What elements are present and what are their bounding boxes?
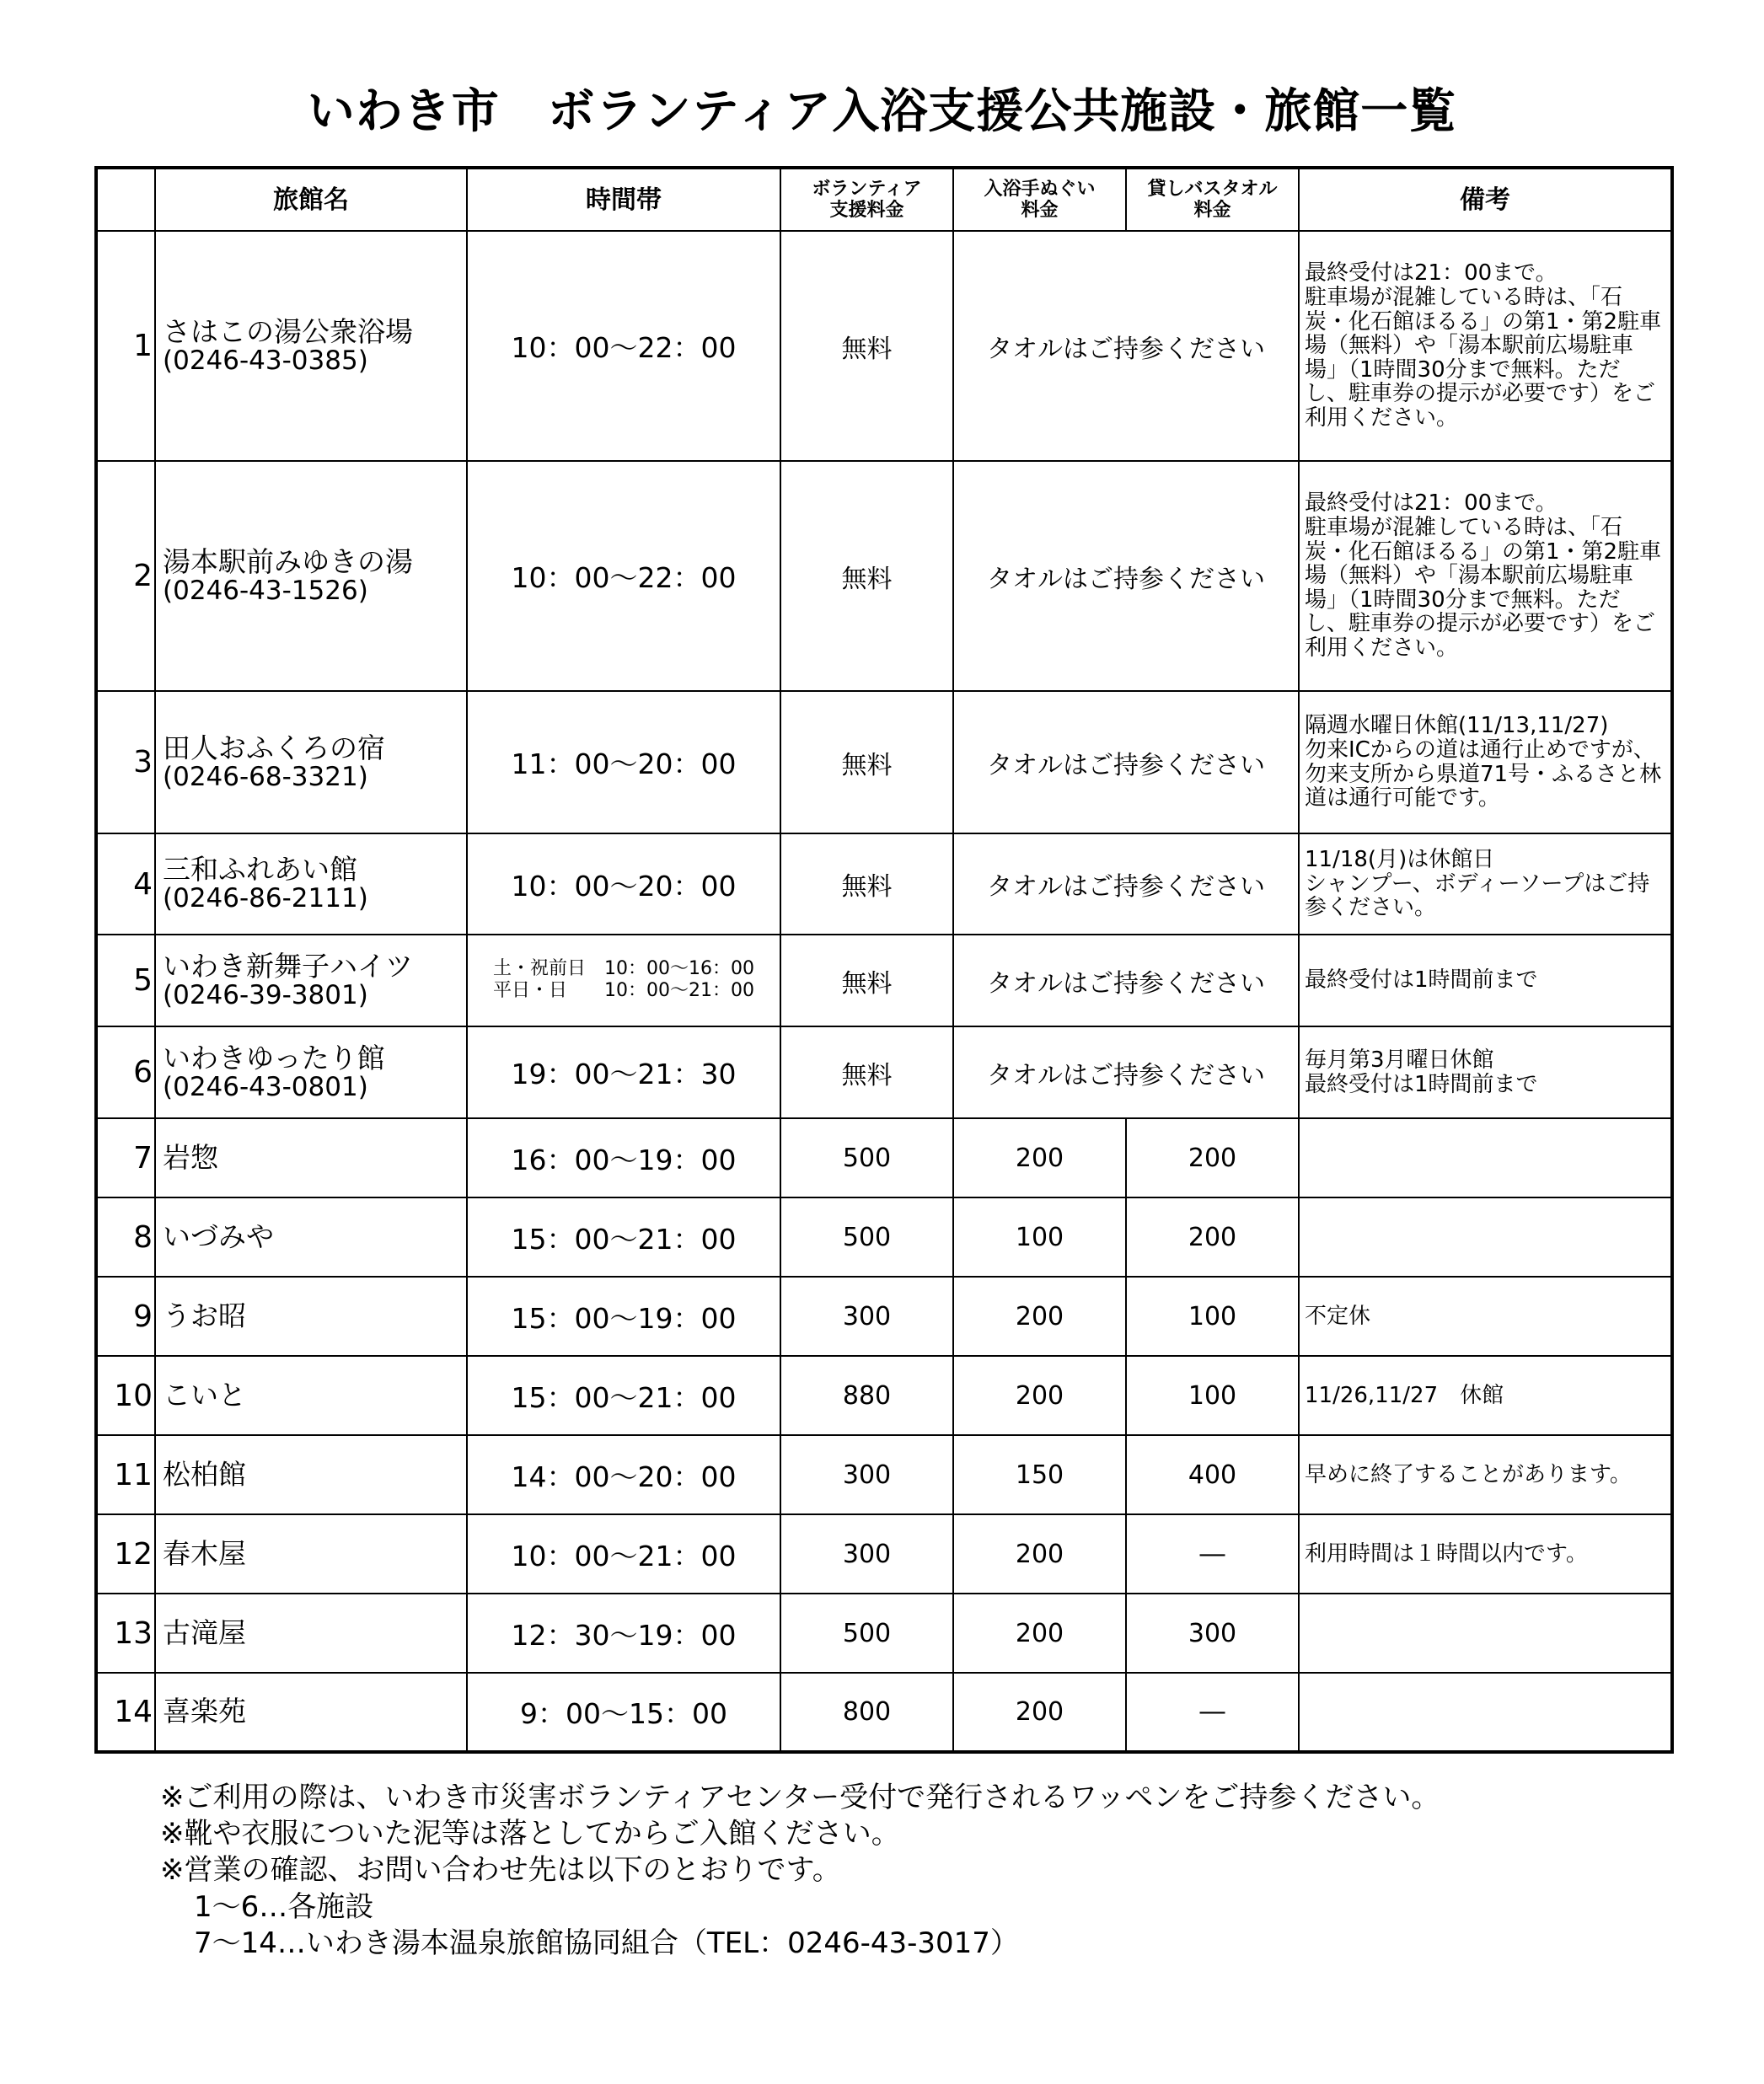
bath-towel-fee: 100 [1126, 1277, 1299, 1356]
bath-towel-fee: 300 [1126, 1594, 1299, 1673]
facility-name: さはこの湯公衆浴場 [163, 314, 413, 348]
page-title: いわき市 ボランティア入浴支援公共施設・旅館一覧 [307, 84, 1457, 139]
hours: 15：00～19：00 [467, 1277, 780, 1356]
table-row [96, 1435, 1672, 1514]
row-no: 14 [96, 1673, 155, 1752]
row-no: 10 [96, 1356, 155, 1435]
volunteer-fee: 無料 [780, 231, 953, 461]
remarks: 11/18(月)は休館日 シャンプー、ボディーソープはご持参ください。 [1299, 833, 1672, 935]
row-no: 7 [96, 1118, 155, 1197]
header-bath-towel-line2: 料金 [1193, 200, 1231, 221]
volunteer-fee: 800 [780, 1673, 953, 1752]
remarks [1299, 1594, 1672, 1673]
remarks: 最終受付は21：00まで。 駐車場が混雑している時は、「石炭・化石館ほるる」の第1・第2駐車場（無料）や「湯本駅前広場駐車場」（1時間30分まで無料。ただし、駐車券の提示が必要です）をご利用ください。 [1299, 461, 1672, 691]
table-row [96, 1277, 1672, 1356]
table-row [96, 1118, 1672, 1197]
facility-name: こいと [155, 1356, 467, 1435]
header-bath-towel-line1: 貸しバスタオル [1147, 178, 1278, 200]
towel-note: タオルはご持参ください [953, 461, 1299, 691]
remarks [1299, 1197, 1672, 1277]
volunteer-fee: 無料 [780, 833, 953, 935]
table-row [96, 1673, 1672, 1752]
header-row [96, 168, 1672, 231]
facility-name: 松柏館 [155, 1435, 467, 1514]
hours-weekday: 平日・日 10：00～21：00 [493, 980, 754, 1002]
remarks: 最終受付は21：00まで。 駐車場が混雑している時は、「石炭・化石館ほるる」の第1・第2駐車場（無料）や「湯本駅前広場駐車場」（1時間30分まで無料。ただし、駐車券の提示が必要です）をご利用ください。 [1299, 231, 1672, 461]
footnote-mud: ※靴や衣服についた泥等は落としてからご入館ください。 [160, 1817, 900, 1851]
hours: 10：00～21：00 [467, 1514, 780, 1594]
row-no: 13 [96, 1594, 155, 1673]
remarks: 不定休 [1299, 1277, 1672, 1356]
table-row [96, 1356, 1672, 1435]
facility-tel: (0246-86-2111) [163, 883, 368, 914]
header-name: 旅館名 [155, 168, 467, 231]
facility-name: 湯本駅前みゆきの湯 [163, 544, 413, 578]
volunteer-fee: 300 [780, 1514, 953, 1594]
table-row [96, 231, 1672, 461]
facility-name: 喜楽苑 [155, 1673, 467, 1752]
footnote-wappen: ※ご利用の際は、いわき市災害ボランティアセンター受付で発行されるワッペンをご持参ください。 [160, 1781, 1440, 1814]
header-no [96, 168, 155, 231]
facility-name: 古滝屋 [155, 1594, 467, 1673]
row-no: 8 [96, 1197, 155, 1277]
header-note: 備考 [1299, 168, 1672, 231]
volunteer-fee: 500 [780, 1118, 953, 1197]
remarks [1299, 1118, 1672, 1197]
row-no: 5 [96, 935, 155, 1026]
facility-name-cell [155, 1026, 467, 1118]
facility-name: いづみや [155, 1197, 467, 1277]
facility-name-cell [155, 461, 467, 691]
facility-name: うお昭 [155, 1277, 467, 1356]
hours: 10：00～20：00 [467, 833, 780, 935]
facility-name-cell [155, 833, 467, 935]
header-bath-towel [1126, 168, 1299, 231]
footnotes [160, 1780, 1440, 1962]
table-row [96, 833, 1672, 935]
table-row [96, 1026, 1672, 1118]
row-no: 1 [96, 231, 155, 461]
volunteer-fee: 無料 [780, 691, 953, 833]
remarks: 早めに終了することがあります。 [1299, 1435, 1672, 1514]
footnote-contact-facilities: 1～6…各施設 [194, 1889, 374, 1924]
hours: 10：00～22：00 [467, 231, 780, 461]
header-hand-towel-line1: 入浴手ぬぐい [984, 178, 1096, 200]
volunteer-fee: 300 [780, 1277, 953, 1356]
volunteer-fee: 500 [780, 1197, 953, 1277]
remarks: 利用時間は１時間以内です。 [1299, 1514, 1672, 1594]
facility-tel: (0246-43-0385) [163, 345, 368, 376]
hand-towel-fee: 200 [953, 1514, 1126, 1594]
volunteer-fee: 300 [780, 1435, 953, 1514]
header-hand-towel-line2: 料金 [1021, 200, 1059, 221]
bath-towel-fee: ― [1126, 1514, 1299, 1594]
hours: 16：00～19：00 [467, 1118, 780, 1197]
hours: 15：00～21：00 [467, 1356, 780, 1435]
hours [467, 935, 780, 1026]
facility-name: 三和ふれあい館 [163, 853, 357, 887]
volunteer-fee: 無料 [780, 1026, 953, 1118]
facility-name: 岩惣 [155, 1118, 467, 1197]
facility-tel: (0246-39-3801) [163, 979, 368, 1010]
hours: 12：30～19：00 [467, 1594, 780, 1673]
row-no: 2 [96, 461, 155, 691]
row-no: 3 [96, 691, 155, 833]
facility-table [94, 166, 1674, 1754]
table-row [96, 1197, 1672, 1277]
facility-name-cell [155, 935, 467, 1026]
table-row [96, 461, 1672, 691]
volunteer-fee: 500 [780, 1594, 953, 1673]
hand-towel-fee: 150 [953, 1435, 1126, 1514]
hours: 19：00～21：30 [467, 1026, 780, 1118]
row-no: 11 [96, 1435, 155, 1514]
volunteer-fee: 880 [780, 1356, 953, 1435]
facility-name: 春木屋 [155, 1514, 467, 1594]
header-time: 時間帯 [467, 168, 780, 231]
towel-note: タオルはご持参ください [953, 833, 1299, 935]
row-no: 9 [96, 1277, 155, 1356]
towel-note: タオルはご持参ください [953, 231, 1299, 461]
footnote-contact: ※営業の確認、お問い合わせ先は以下のとおりです。 [160, 1853, 841, 1888]
remarks: 毎月第3月曜日休館 最終受付は1時間前まで [1299, 1026, 1672, 1118]
facility-tel: (0246-43-1526) [163, 575, 368, 606]
facility-tel: (0246-43-0801) [163, 1071, 368, 1102]
hours: 9：00～15：00 [467, 1673, 780, 1752]
hand-towel-fee: 200 [953, 1118, 1126, 1197]
bath-towel-fee: 200 [1126, 1118, 1299, 1197]
towel-note: タオルはご持参ください [953, 935, 1299, 1026]
facility-name-cell [155, 691, 467, 833]
remarks: 11/26,11/27 休館 [1299, 1356, 1672, 1435]
header-hand-towel [953, 168, 1126, 231]
footnote-contact-ryokan: 7～14…いわき湯本温泉旅館協同組合（TEL：0246-43-3017） [194, 1926, 1019, 1960]
table-row [96, 691, 1672, 833]
facility-name-cell [155, 231, 467, 461]
bath-towel-fee: ― [1126, 1673, 1299, 1752]
hours-schedule [493, 958, 754, 1003]
hours: 15：00～21：00 [467, 1197, 780, 1277]
remarks: 最終受付は1時間前まで [1299, 935, 1672, 1026]
header-volunteer-fee [780, 168, 953, 231]
hand-towel-fee: 200 [953, 1277, 1126, 1356]
hand-towel-fee: 200 [953, 1356, 1126, 1435]
facility-name: いわき新舞子ハイツ [163, 949, 413, 983]
bath-towel-fee: 400 [1126, 1435, 1299, 1514]
hand-towel-fee: 200 [953, 1594, 1126, 1673]
hours: 14：00～20：00 [467, 1435, 780, 1514]
row-no: 12 [96, 1514, 155, 1594]
towel-note: タオルはご持参ください [953, 1026, 1299, 1118]
volunteer-fee: 無料 [780, 935, 953, 1026]
table-row [96, 1594, 1672, 1673]
bath-towel-fee: 100 [1126, 1356, 1299, 1435]
header-volunteer-fee-line1: ボランティア [812, 178, 922, 200]
header-volunteer-fee-line2: 支援料金 [829, 200, 904, 221]
facility-name: 田人おふくろの宿 [163, 731, 385, 764]
remarks: 隔週水曜日休館(11/13,11/27) 勿来ICからの道は通行止めですが、勿来支所から県道71号・ふるさと林道は通行可能です。 [1299, 691, 1672, 833]
row-no: 4 [96, 833, 155, 935]
hours: 10：00～22：00 [467, 461, 780, 691]
hours-weekend: 土・祝前日 10：00～16：00 [493, 957, 754, 979]
row-no: 6 [96, 1026, 155, 1118]
volunteer-fee: 無料 [780, 461, 953, 691]
table-row [96, 935, 1672, 1026]
hand-towel-fee: 100 [953, 1197, 1126, 1277]
facility-name: いわきゆったり館 [163, 1041, 385, 1074]
remarks [1299, 1673, 1672, 1752]
hand-towel-fee: 200 [953, 1673, 1126, 1752]
facility-tel: (0246-68-3321) [163, 761, 368, 792]
table-row [96, 1514, 1672, 1594]
bath-towel-fee: 200 [1126, 1197, 1299, 1277]
hours: 11：00～20：00 [467, 691, 780, 833]
towel-note: タオルはご持参ください [953, 691, 1299, 833]
